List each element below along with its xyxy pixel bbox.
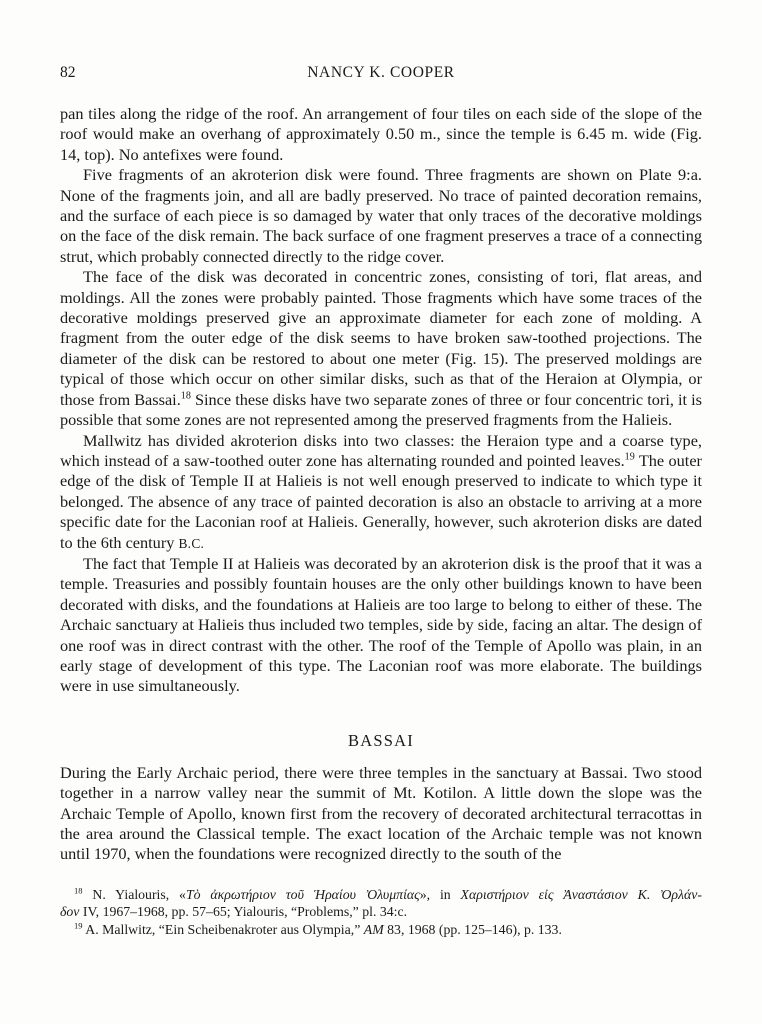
footnote-line (60, 921, 702, 938)
running-head: NANCY K. COOPER (307, 64, 455, 81)
page-header (60, 64, 702, 81)
text-segment: The face of the disk was decorated in concentric zones, consisting of tori, flat areas, and moldings. All the zones were probably painted. Those fragments which have some traces of the decorative moldings preserved give an approximate diameter for each zone of molding. A fragment from the outer edge of the disk seems to have broken saw-toothed projections. The diameter of the disk can be restored to about one meter (Fig. 15). The preserved moldings are typical of those which occur on other similar disks, such as that of the Heraion at Olympia, or those from Bassai. (60, 267, 702, 409)
paragraph (60, 104, 702, 165)
text-segment: The outer edge of the disk of Temple II at Halieis is not well enough preserved to indicate to which type it belonged. The absence of any trace of painted decoration is also an obstacle to arriving at a more specific date for the Laconian roof at Halieis. Generally, however, such akroterion disks are dated to the 6th century (60, 450, 702, 552)
text-segment: During the Early Archaic period, there were three temples in the sanctuary at Bassai. Two stood together in a narrow valley near the summit of Mt. Kotilon. A little down the slope was the Archaic Temple of Apollo, known first from the recovery of decorated architectural terracottas in the area around the Classical temple. The exact location of the Archaic temple was not known until 1970, when the foundations were recognized directly to the south of the (60, 762, 702, 864)
text-segment: Mallwitz has divided akroterion disks into two classes: the Heraion type and a coarse type, which instead of a saw-toothed outer zone has alternating rounded and pointed leaves. (60, 430, 702, 470)
text-segment: IV, 1967–1968, pp. 57–65; Yialouris, “Problems,” pl. 34:c. (79, 904, 408, 920)
footnote-ref: 19 (74, 920, 83, 931)
section-body-text (60, 763, 702, 865)
text-segment: », in (419, 886, 461, 902)
text-segment: Five fragments of an akroterion disk were found. Three fragments are shown on Plate 9:a. None of the fragments join, and all are badly preserved. No trace of painted decoration remains, and the surface of each piece is so damaged by water that only traces of the decorative moldings on the face of the disk remain. The back surface of one fragment preserves a trace of a connecting strut, which probably connected directly to the ridge cover. (60, 165, 702, 266)
paragraph (60, 431, 702, 554)
paragraph (60, 554, 702, 697)
footnote-ref: 18 (180, 390, 191, 402)
text-segment: δον (60, 904, 80, 920)
paragraph (60, 165, 702, 267)
footnote-line (60, 886, 702, 903)
footnote-ref: 18 (74, 885, 83, 896)
section-heading: BASSAI (348, 730, 414, 750)
footnotes (60, 886, 702, 938)
page-number: 82 (60, 64, 76, 81)
text-segment: Τὸ ἀκρωτήριον τοῦ Ἡραίου Ὀλυμπίας (185, 886, 420, 902)
footnote-ref: 19 (624, 451, 635, 463)
paragraph (60, 763, 702, 865)
text-segment: 83, 1968 (pp. 125–146), p. 133. (383, 921, 562, 937)
text-segment: B.C. (178, 535, 205, 551)
footnote-line (60, 903, 702, 920)
body-text (60, 104, 702, 697)
text-segment: N. Yialouris, « (82, 886, 186, 902)
text-segment: Since these disks have two separate zones of three or four concentric tori, it is possible that some zones are not represented among the preserved fragments from the Halieis. (60, 389, 703, 430)
text-segment: A. Mallwitz, “Ein Scheibenakroter aus Olympia,” (82, 921, 364, 937)
text-segment: Χαριστήριον εἰς Ἀναστάσιον Κ. Ὀρλάν- (460, 886, 702, 902)
text-segment: The fact that Temple II at Halieis was decorated by an akroterion disk is the proof that it was a temple. Treasuries and possibly fountain houses are the only other buildings known to have been decorated with disks, and the foundations at Halieis are too large to belong to either of these. The Archaic sanctuary at Halieis thus included two temples, side by side, facing an altar. The design of one roof was in direct contrast with the other. The roof of the Temple of Apollo was plain, in an early stage of development of this type. The Laconian roof was more elaborate. The buildings were in use simultaneously. (60, 553, 702, 696)
text-segment: AM (363, 921, 384, 937)
text-segment: pan tiles along the ridge of the roof. An arrangement of four tiles on each side of the slope of the roof would make an overhang of approximately 0.50 m., since the temple is 6.45 m. wide (Fig. 14, top). No antefixes were found. (60, 104, 702, 164)
paragraph (60, 267, 702, 430)
